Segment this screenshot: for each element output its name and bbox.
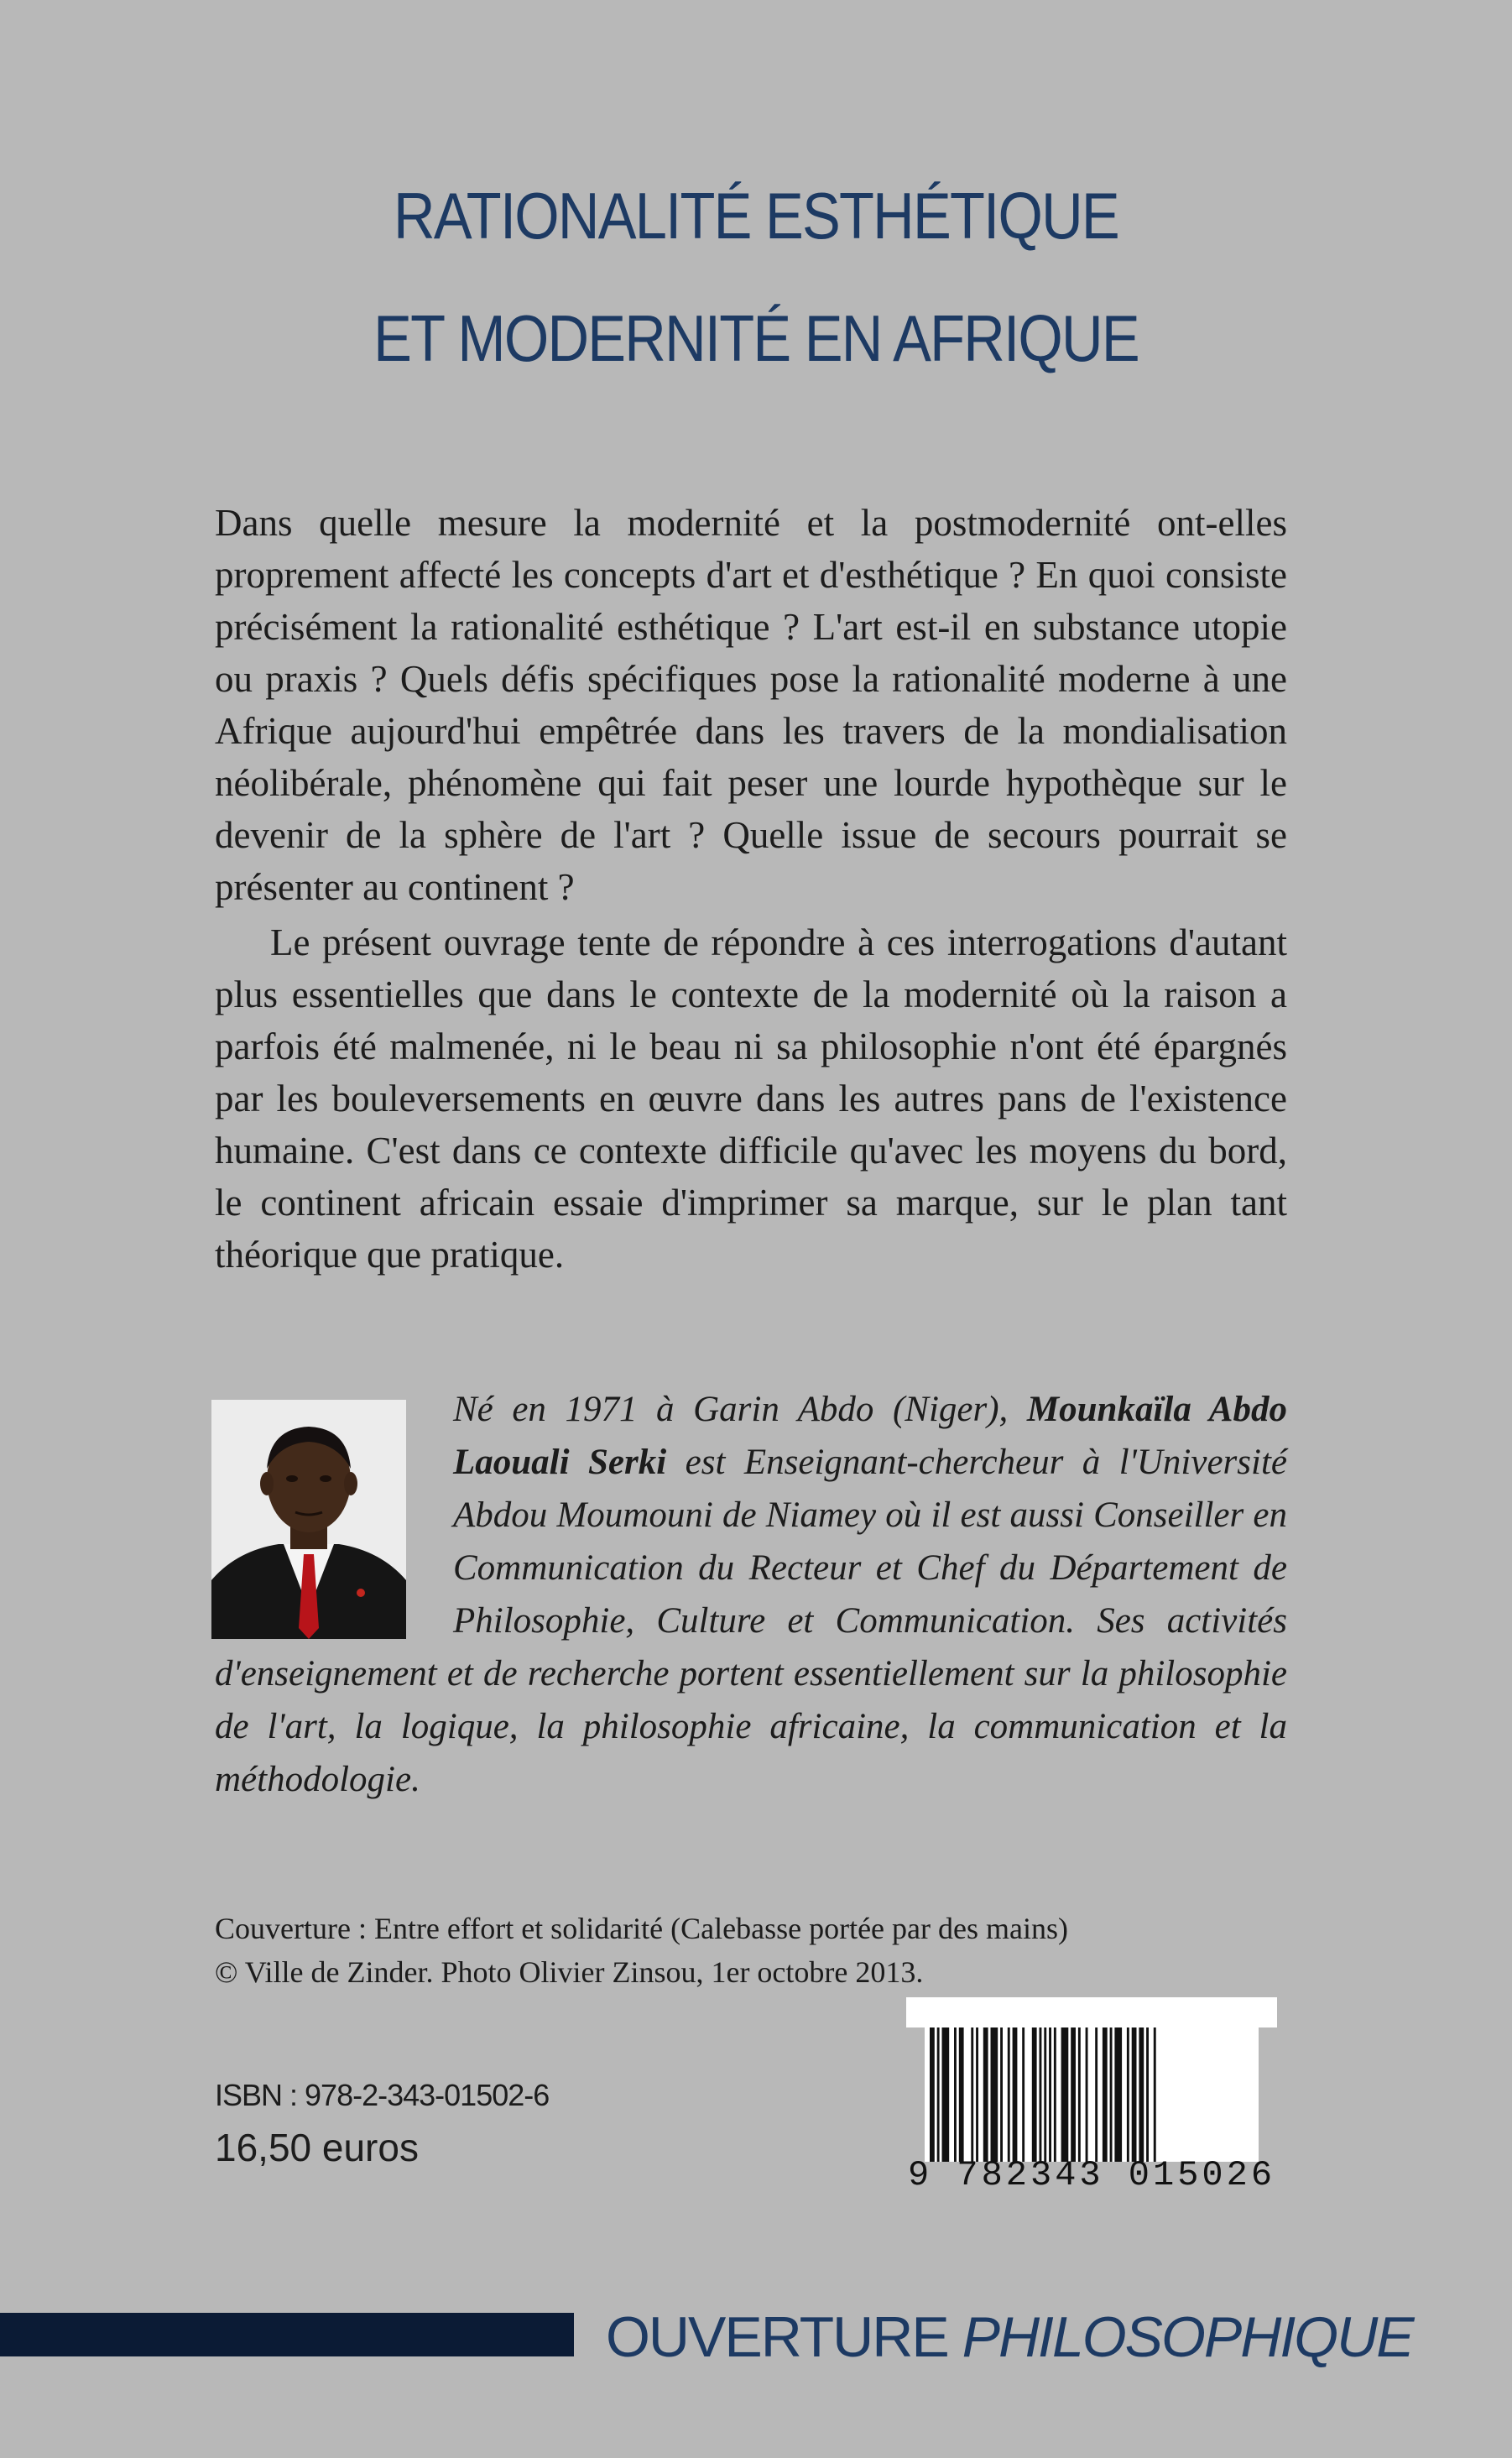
barcode-bar [1071, 2027, 1076, 2162]
author-bio [215, 1383, 1287, 1806]
barcode-bar [991, 2027, 998, 2162]
barcode-bar [976, 2027, 978, 2162]
barcode-bar [1146, 2027, 1149, 2162]
barcode-bar [1095, 2027, 1098, 2162]
barcode-bar [1049, 2027, 1051, 2162]
barcode-bar [1086, 2027, 1088, 2162]
price: 16,50 euros [215, 2126, 419, 2169]
barcode-bar [954, 2027, 957, 2162]
book-title-line-1: RATIONALITÉ ESTHÉTIQUE [394, 179, 1118, 253]
barcode-bar [959, 2027, 964, 2162]
barcode-bar [942, 2027, 950, 2162]
author-intro: Né en 1971 à Garin Abdo (Niger), [453, 1390, 1027, 1429]
author-name: Mounkaïla Abdo Laouali Serki [453, 1390, 1287, 1482]
barcode-bar [983, 2027, 988, 2162]
author-position: est Enseignant-chercheur à l'Université Abdou Moumouni de Niamey où il est aussi Conseiller en Communication du Recteur et Chef du Département de Philosophie, Culture et Communication. [453, 1443, 1287, 1641]
barcode-bar [1032, 2027, 1037, 2162]
barcode-bar [1044, 2027, 1046, 2162]
barcode-bar [937, 2027, 940, 2162]
barcode-label-area [906, 1997, 1277, 2027]
barcode-bar [1022, 2027, 1025, 2162]
series-name-part-1: OUVERTURE [606, 2305, 962, 2369]
barcode-bar [1110, 2027, 1113, 2162]
barcode-bar [1054, 2027, 1056, 2162]
series-bar [0, 2313, 574, 2356]
cover-credits [215, 1907, 1068, 1994]
barcode-bar [1139, 2027, 1144, 2162]
series-name-part-2: PHILOSOPHIQUE [962, 2305, 1413, 2369]
cover-credit-line-2: © Ville de Zinder. Photo Olivier Zinsou, 1er octobre 2013. [215, 1955, 924, 1989]
isbn: ISBN : 978-2-343-01502-6 [215, 2078, 550, 2112]
barcode-bar [1061, 2027, 1069, 2162]
author-research: Ses activités d'enseignement et de recherche portent essentiellement sur la philosophie de l'art, la logique, la philosophie africaine, la communication et la méthodologie. [215, 1601, 1287, 1799]
barcode-bar [1078, 2027, 1081, 2162]
barcode [906, 1997, 1277, 2199]
description-paragraph-2: Le présent ouvrage tente de répondre à ces interrogations d'autant plus essentielles que dans le contexte de la modernité où la raison a parfois été malmenée, ni le beau ni sa philosophie n'ont été épargnés par les bouleversements en œuvre dans les autres pans de l'existence humaine. C'est dans ce contexte difficile qu'avec les moyens du bord, le continent africain essaie d'imprimer sa marque, sur le plan tant théorique que pratique. [215, 921, 1287, 1276]
series-name [606, 2304, 1413, 2370]
barcode-bar [1008, 2027, 1010, 2162]
cover-credit-line-1: Couverture : Entre effort et solidarité (Calebasse portée par des mains) [215, 1912, 1068, 1945]
barcode-bar [1127, 2027, 1129, 2162]
barcode-bar [1000, 2027, 1003, 2162]
barcode-bar [1132, 2027, 1137, 2162]
barcode-bars [925, 2027, 1259, 2162]
barcode-bar [971, 2027, 973, 2162]
book-title-line-2: ET MODERNITÉ EN AFRIQUE [373, 301, 1139, 375]
barcode-bar [1114, 2027, 1122, 2162]
barcode-bar [1103, 2027, 1108, 2162]
barcode-bar [1040, 2027, 1042, 2162]
barcode-digits: 9 782343 015026 [907, 2155, 1276, 2195]
description-paragraph-1: Dans quelle mesure la modernité et la postmodernité ont-elles proprement affecté les concepts d'art et d'esthétique ? En quoi consiste précisément la rationalité esthétique ? L'art est-il en substance utopie ou praxis ? Quels défis spécifiques pose la rationalité moderne à une Afrique aujourd'hui empêtrée dans les travers de la mondialisation néolibérale, phénomène qui fait peser une lourde hypothèque sur le devenir de la sphère de l'art ? Quelle issue de secours pourrait se présenter au continent ? [215, 502, 1287, 908]
barcode-bar [1013, 2027, 1018, 2162]
barcode-bar [930, 2027, 935, 2162]
barcode-bar [1154, 2027, 1156, 2162]
